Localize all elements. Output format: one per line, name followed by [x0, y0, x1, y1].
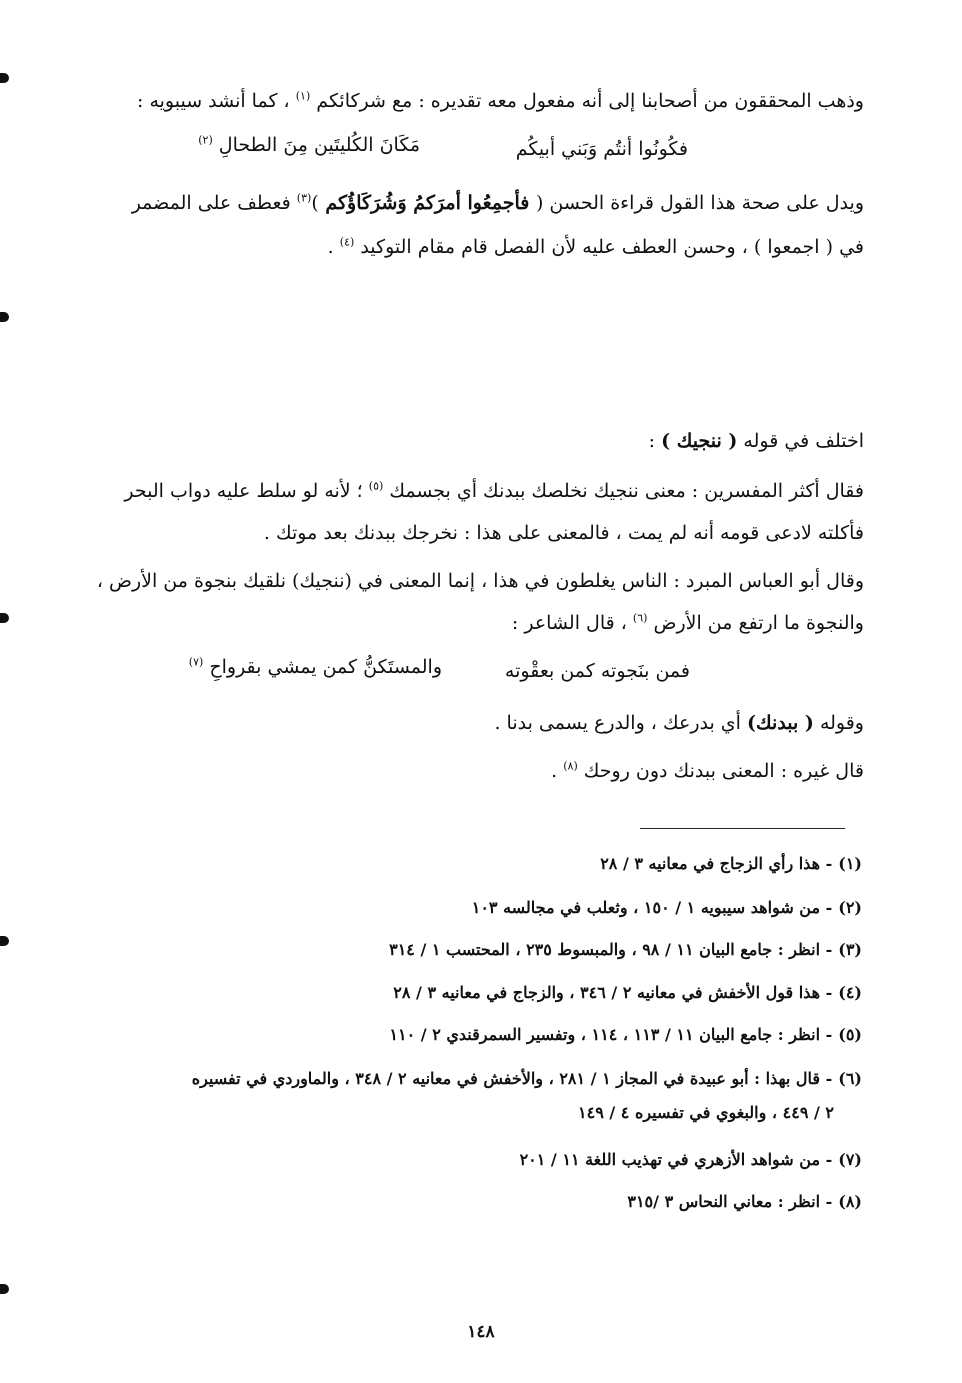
verse-text: والمستَكنُّ كمن يمشي بقرواحِ: [209, 656, 442, 678]
footnote: [70, 982, 862, 1004]
footnote-number: (١): [838, 854, 862, 873]
line-text: ): [311, 192, 319, 214]
footnote-number: (٣): [838, 940, 862, 959]
footnote-ref: (٨): [563, 759, 578, 773]
footnote-text: - هذا قول الأخفش في معانيه ٢ / ٣٤٦ ، والزجاج في معانيه ٣ / ٢٨: [393, 983, 833, 1002]
footnote-number: (٥): [838, 1025, 862, 1044]
footnote: [70, 1191, 862, 1213]
footnote-text: - انظر : معاني النحاس ٣ /٣١٥: [627, 1192, 833, 1211]
paragraph-line: [70, 190, 864, 216]
verse-text: مَكَانَ الكُليتَين مِنَ الطحالِ: [218, 134, 420, 156]
margin-mark: [0, 73, 9, 83]
footnote-ref: (٢): [198, 133, 213, 147]
footnote-text: - انظر : جامع البيان ١١ / ٩٨ ، والمبسوط ٢٣٥ ، المحتسب ١ / ٣١٤: [389, 940, 833, 959]
footnote: [70, 1024, 862, 1046]
footnote: [70, 1068, 862, 1090]
paragraph-line: [70, 610, 864, 636]
footnote-ref: (٧): [188, 655, 204, 669]
footnote-number: (٢): [838, 898, 862, 917]
paragraph-line: [70, 478, 864, 504]
bold-term: ( ببدنك): [747, 712, 814, 734]
footnote-ref: (٤): [339, 235, 355, 249]
footnote: [70, 939, 862, 961]
paragraph-line: [70, 710, 864, 736]
line-text: ويدل على صحة هذا القول قراءة الحسن (: [535, 192, 864, 214]
paragraph-line: [70, 428, 864, 454]
bold-term: ( ننجيك ): [661, 430, 738, 452]
verse-hemistich-first: فمن بنَجوته كمن بعقْوته: [504, 660, 690, 682]
line-text: ، قال الشاعر :: [511, 612, 627, 634]
page-number: ١٤٨: [467, 1322, 495, 1342]
footnote-text: - انظر : جامع البيان ١١ / ١١٣ ، ١١٤ ، وتفسير السمرقندي ٢ / ١١٠: [389, 1025, 833, 1044]
footnote-ref: (٦): [632, 611, 648, 625]
verse-hemistich-second: [198, 134, 420, 156]
paragraph-line: [70, 234, 864, 260]
line-text: فعطف على المضمر: [131, 192, 291, 214]
line-text: ، كما أنشد سيبويه :: [137, 90, 290, 112]
quran-reading: فأجمِعُوا أمرَكمُ وَشُرَكَاؤُكم: [318, 192, 536, 214]
footnote-text: - من شواهد الأزهري في تهذيب اللغة ١١ / ٢٠١: [519, 1150, 833, 1169]
footnote-ref: (٥): [368, 479, 384, 493]
line-text: .: [551, 760, 558, 782]
footnote-number: (٧): [838, 1150, 862, 1169]
paragraph-line: وقال أبو العباس المبرد : الناس يغلطون في هذا ، إنما المعنى في (ننجيك) نلقيك بنجوة من الأرض ،: [96, 570, 864, 592]
paragraph-line: فأكلته لادعى قومه أنه لم يمت ، فالمعنى على هذا : نخرجك ببدنك بعد موتك .: [263, 522, 864, 544]
line-text: والنجوة ما ارتفع من الأرض: [653, 612, 864, 634]
footnote-text: - هذا رأي الزجاج في معانيه ٣ / ٢٨: [600, 854, 833, 873]
line-text: وقوله: [819, 712, 864, 734]
line-text: فقال أكثر المفسرين : معنى ننجيك نخلصك ببدنك أي بجسمك: [389, 480, 864, 502]
paragraph-line: [70, 758, 864, 784]
footnote-separator: [640, 828, 845, 829]
footnote: [70, 897, 862, 919]
line-text: قال غيره : المعنى ببدنك دون روحك: [583, 760, 864, 782]
line-text: .: [327, 236, 334, 258]
margin-mark: [0, 613, 9, 623]
footnote-ref: (٣): [296, 191, 312, 205]
line-text: أي بدرعك ، والدرع يسمى بدنا .: [494, 712, 741, 734]
footnote-number: (٨): [838, 1192, 862, 1211]
footnote-continuation: ٢ / ٤٤٩ ، والبغوي في تفسيره ٤ / ١٤٩: [578, 1103, 834, 1122]
margin-mark: [0, 936, 9, 946]
footnote: [70, 853, 862, 875]
footnote: [70, 1149, 862, 1171]
paragraph-line: [70, 88, 864, 114]
margin-mark: [0, 1284, 9, 1294]
footnote-ref: (١): [295, 89, 311, 103]
line-text: وذهب المحققون من أصحابنا إلى أنه مفعول معه تقديره : مع شركائكم: [316, 90, 864, 112]
line-text: اختلف في قوله: [743, 430, 864, 452]
footnote-number: (٦): [838, 1069, 862, 1088]
footnote-number: (٤): [838, 983, 862, 1002]
footnote-text: - من شواهد سيبويه ١ / ١٥٠ ، وثعلب في مجالسه ١٠٣: [471, 898, 833, 917]
verse-hemistich-first: فكُونُوا أنتُم وَبَني أبيكُم: [515, 138, 688, 160]
line-text: :: [648, 430, 656, 452]
verse-hemistich-second: [189, 656, 442, 678]
footnote-text: - قال بهذا : أبو عبيدة في المجاز ١ / ٢٨١ ، والأخفش في معانيه ٢ / ٣٤٨ ، والماوردي في تفسيره: [191, 1069, 833, 1088]
margin-mark: [0, 312, 9, 322]
line-text: في ( اجمعوا ) ، وحسن العطف عليه لأن الفصل قام مقام التوكيد: [360, 236, 864, 258]
line-text: ؛ لأنه لو سلط عليه دواب البحر: [124, 480, 363, 502]
